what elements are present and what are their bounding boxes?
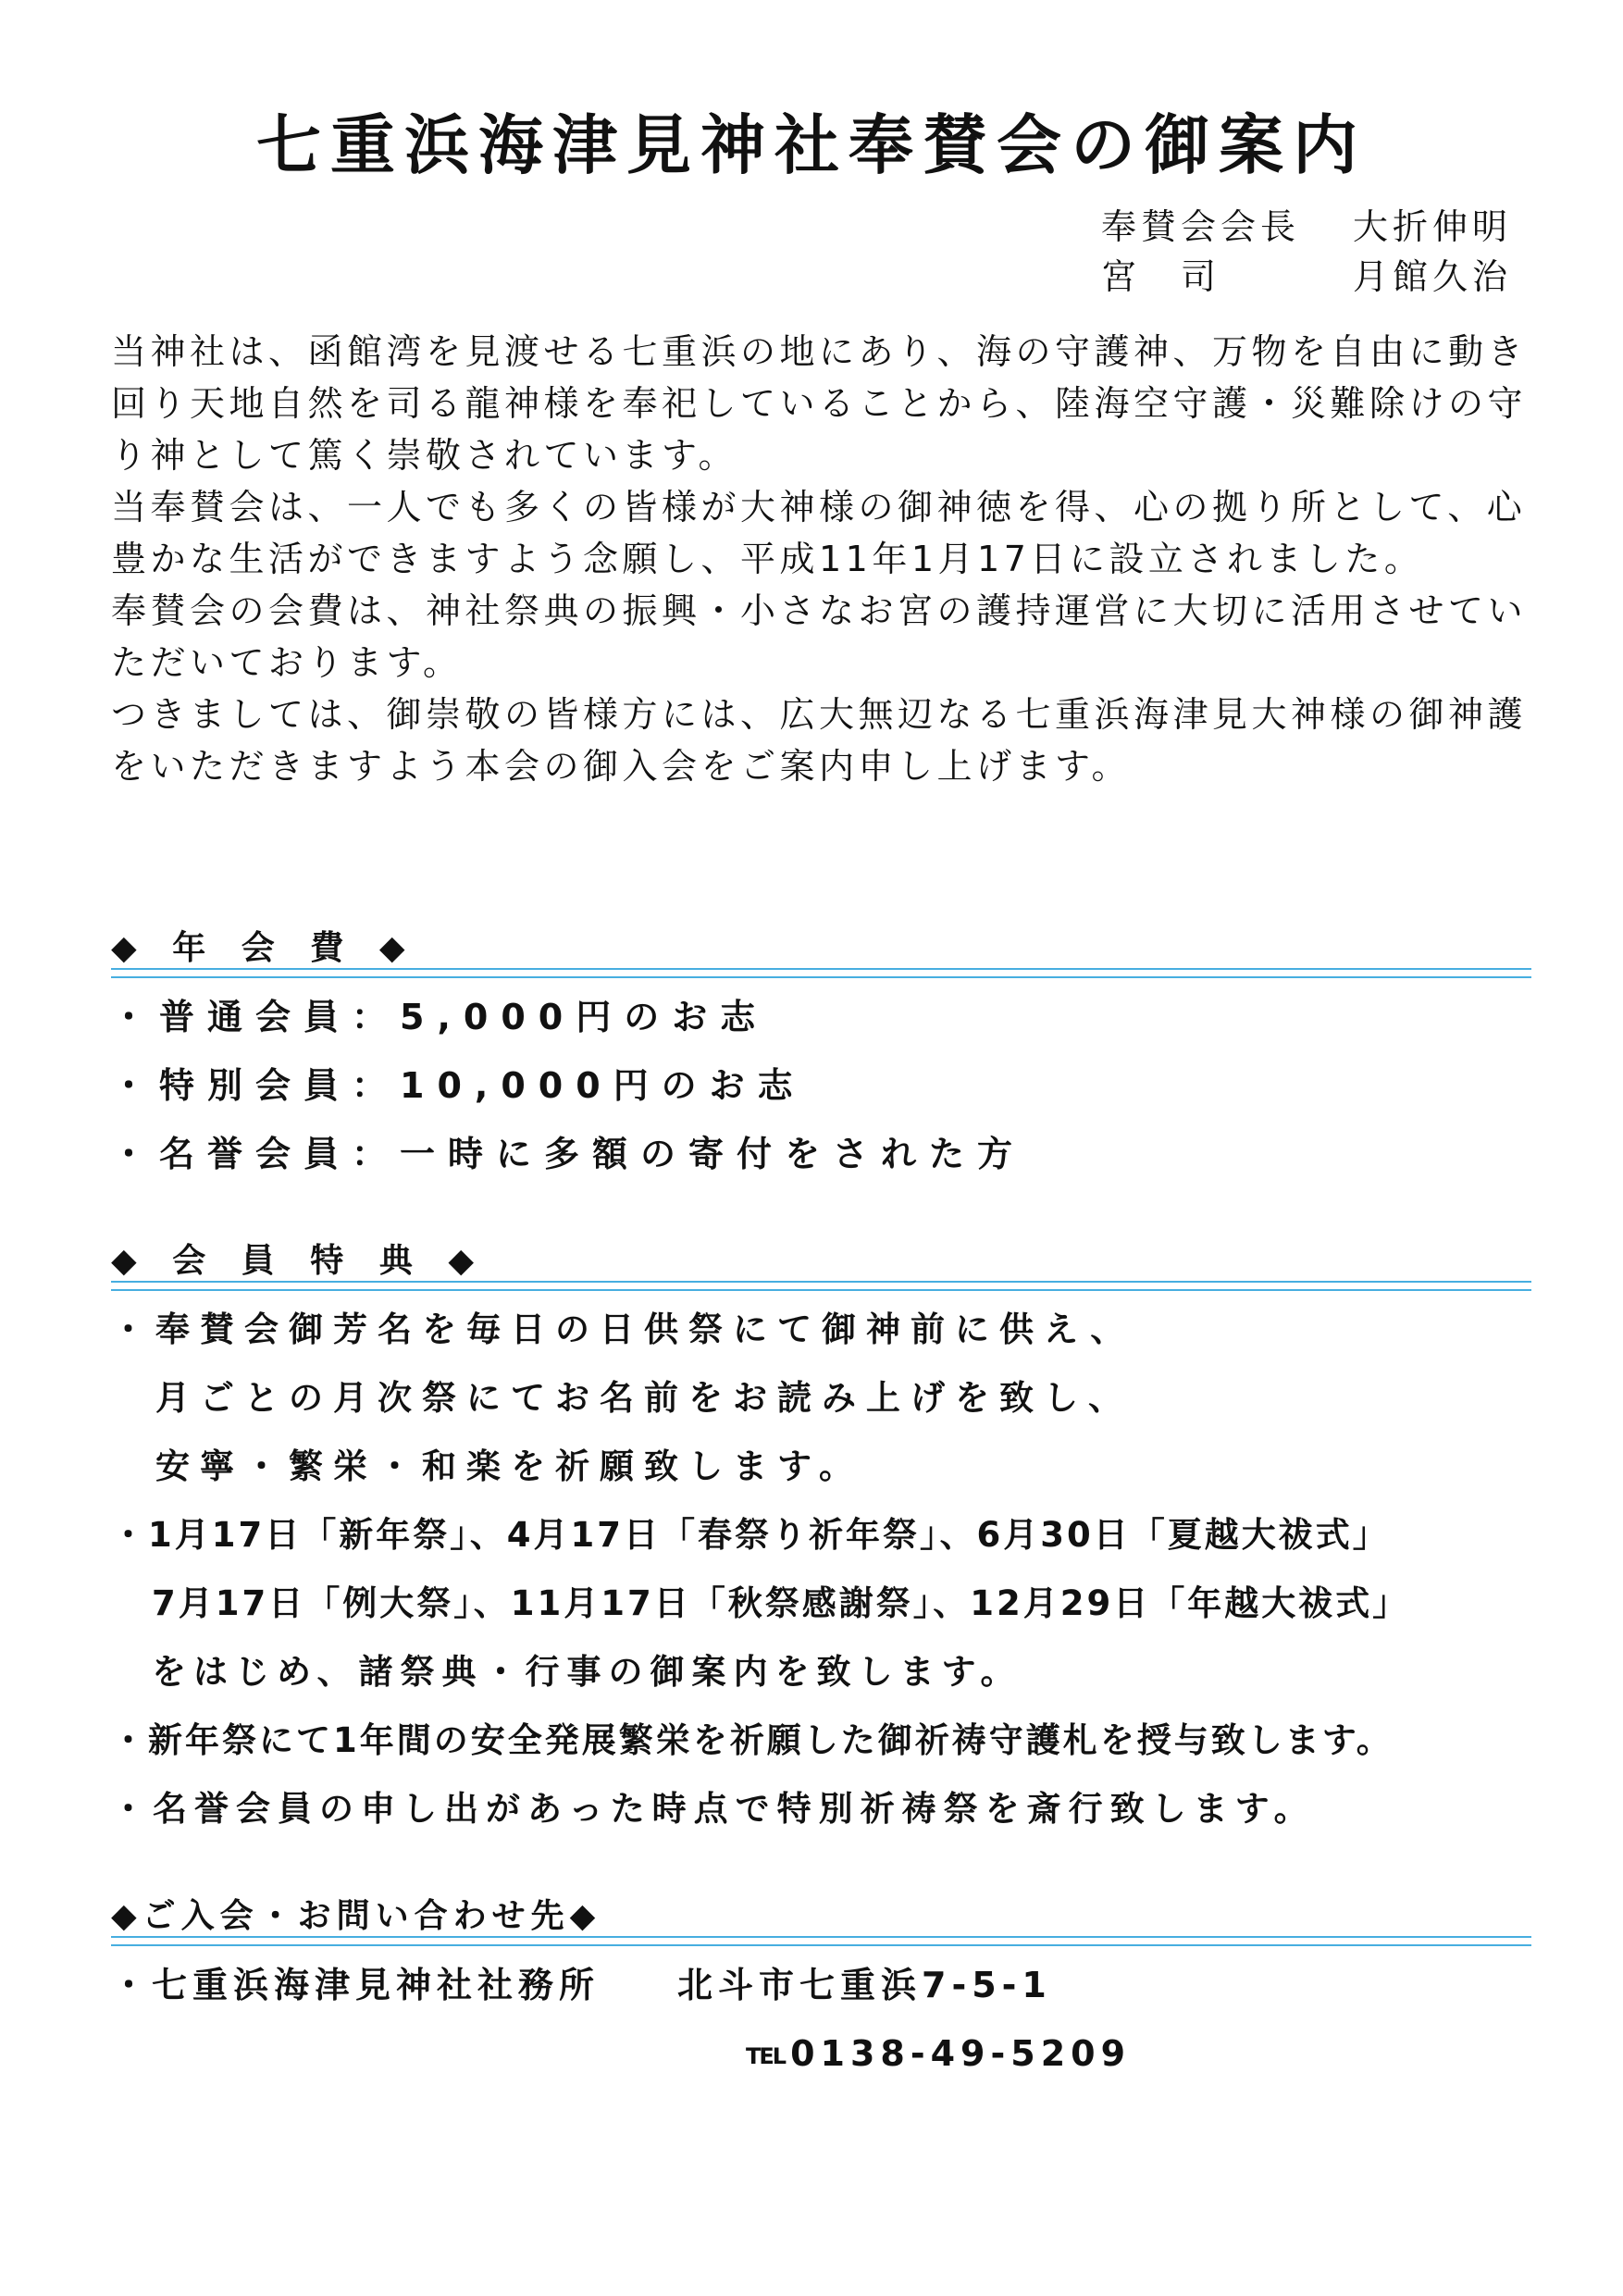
benefits-section-rule	[111, 1281, 1531, 1291]
contact-office: ・七重浜海津見神社社務所	[111, 1965, 601, 2005]
benefits-section-heading: ◆ 会 員 特 典 ◆	[111, 1242, 487, 1280]
intro-paragraph: 当神社は、函館湾を見渡せる七重浜の地にあり、海の守護神、万物を自由に動き回り天地自然を司る龍神様を奉祀していることから、陸海空守護・災難除けの守り神として篤く崇敬されています。	[111, 331, 1528, 476]
fee-item-honorary: ・名誉会員：一時に多額の寄付をされた方	[111, 1134, 1026, 1174]
contact-section-rule	[111, 1936, 1531, 1946]
benefit-line: 安寧・繁栄・和楽を祈願致します。	[155, 1446, 864, 1486]
fee-section-rule	[111, 968, 1531, 978]
signers-block	[1101, 202, 1512, 302]
intro-paragraph: 当奉賛会は、一人でも多くの皆様が大神様の御神徳を得、心の拠り所として、心豊かな生活ができますよう念願し、平成11年1月17日に設立されました。	[111, 487, 1527, 579]
benefit-line: ・1月17日「新年祭」、4月17日「春祭り祈年祭」、6月30日「夏越大祓式」	[111, 1515, 1390, 1555]
benefit-line: 7月17日「例大祭」、11月17日「秋祭感謝祭」、12月29日「年越大祓式」	[152, 1583, 1410, 1623]
benefit-line: ・新年祭にて1年間の安全発展繁栄を祈願した御祈祷守護札を授与致します。	[111, 1720, 1394, 1760]
benefit-line: ・奉賛会御芳名を毎日の日供祭にて御神前に供え、	[111, 1309, 1135, 1349]
signer-row-president	[1101, 202, 1512, 252]
contact-phone	[746, 2029, 1131, 2081]
signer-name: 大折伸明	[1353, 206, 1513, 247]
intro-paragraph: 奉賛会の会費は、神社祭典の振興・小さなお宮の護持運営に大切に活用させていただいております。	[111, 590, 1528, 683]
fee-item-special: ・特別会員：10,000円のお志	[111, 1065, 806, 1106]
contact-address: 北斗市七重浜7-5-1	[677, 1965, 1052, 2005]
fee-item-regular: ・普通会員：5,000円のお志	[111, 997, 769, 1037]
phone-number: 0138-49-5209	[790, 2033, 1132, 2074]
benefit-line: をはじめ、諸祭典・行事の御案内を致します。	[152, 1652, 1022, 1692]
benefit-line: 月ごとの月次祭にてお名前をお読み上げを致し、	[155, 1378, 1133, 1418]
signer-role: 奉賛会会長	[1101, 206, 1301, 247]
signer-role: 宮 司	[1101, 256, 1221, 297]
benefit-line: ・名誉会員の申し出があった時点で特別祈祷祭を斎行致します。	[111, 1789, 1316, 1829]
contact-section-heading: ◆ご入会・お問い合わせ先◆	[111, 1897, 601, 1935]
signer-row-priest	[1101, 252, 1512, 302]
phone-label: TEL	[746, 2043, 786, 2069]
intro-paragraph: つきましては、御崇敬の皆様方には、広大無辺なる七重浜海津見大神様の御神護をいただきますよう本会の御入会をご案内申し上げます。	[111, 694, 1528, 787]
fee-section-heading: ◆ 年 会 費 ◆	[111, 929, 417, 967]
signer-name: 月館久治	[1353, 256, 1513, 297]
page-title: 七重浜海津見神社奉賛会の御案内	[256, 107, 1367, 183]
intro-text	[111, 326, 1531, 792]
